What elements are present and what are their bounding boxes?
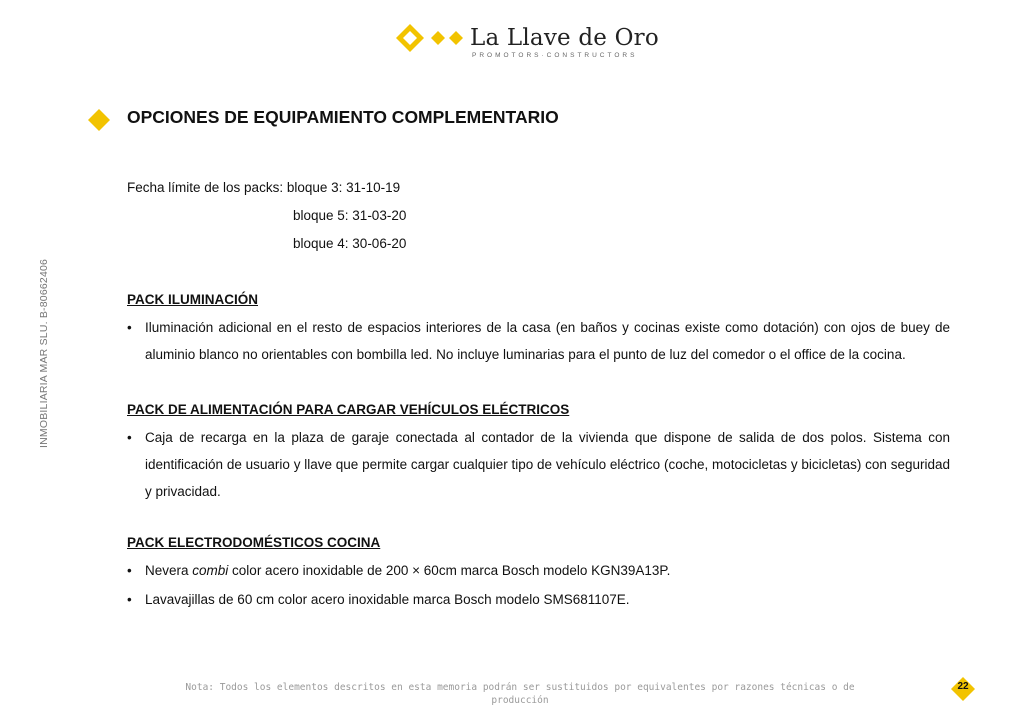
deadline-line-2: bloque 5: 31-03-20 [293,208,407,223]
bullet-vehiculos: Caja de recarga en la plaza de garaje conectada al contador de la vivienda que dispone de salida de dos polos. Sistema con identificación de usuario y llave que permite cargar cualquier tipo de vehículo eléctrico (coche, motocicletas y bicicletas) con seguridad y privacidad. [145,430,950,499]
bullet-marker: • [127,430,132,445]
bullet-iluminacion: Iluminación adicional en el resto de espacios interiores de la casa (en baños y cocinas existe como dotación) con ojos de buey de aluminio blanco no orientables con bombilla led. No incluye luminarias para el punto de luz del comedor o el office de la cocina. [145,320,950,362]
nevera-text-italic: combi [192,563,229,578]
bullet-marker: • [127,592,132,607]
footer-note: Nota: Todos los elementos descritos en esta memoria podrán ser sustituidos por equivalentes por razones técnicas o de producción [185,682,855,706]
brand-logo [396,22,659,62]
nevera-text-end: color acero inoxidable de 200 × 60cm marca Bosch modelo KGN39A13P. [228,563,671,578]
section-heading-iluminacion: PACK ILUMINACIÓN [127,292,258,307]
deadline-line-1: Fecha límite de los packs: bloque 3: 31-10-19 [127,180,401,195]
nevera-text-start: Nevera [145,563,193,578]
title-diamond-icon [88,109,110,131]
company-registration: INMOBILIARIA MAR SLU. B-80662406 [38,258,50,448]
section-heading-vehiculos: PACK DE ALIMENTACIÓN PARA CARGAR VEHÍCULOS ELÉCTRICOS [127,402,570,417]
brand-name: La Llave de Oro [470,25,659,51]
bullet-marker: • [127,563,132,578]
brand-tagline: PROMOTORS·CONSTRUCTORS [472,52,638,59]
page-number: 22 [957,681,969,692]
bullet-lavavajillas: Lavavajillas de 60 cm color acero inoxidable marca Bosch modelo SMS681107E. [145,592,630,607]
page-title: OPCIONES DE EQUIPAMIENTO COMPLEMENTARIO [127,107,559,127]
bullet-nevera [145,563,670,578]
bullet-marker: • [127,320,132,335]
section-heading-electrodomesticos: PACK ELECTRODOMÉSTICOS COCINA [127,535,381,550]
deadline-line-3: bloque 4: 30-06-20 [293,236,407,251]
logo-diamonds-icon [396,22,468,58]
